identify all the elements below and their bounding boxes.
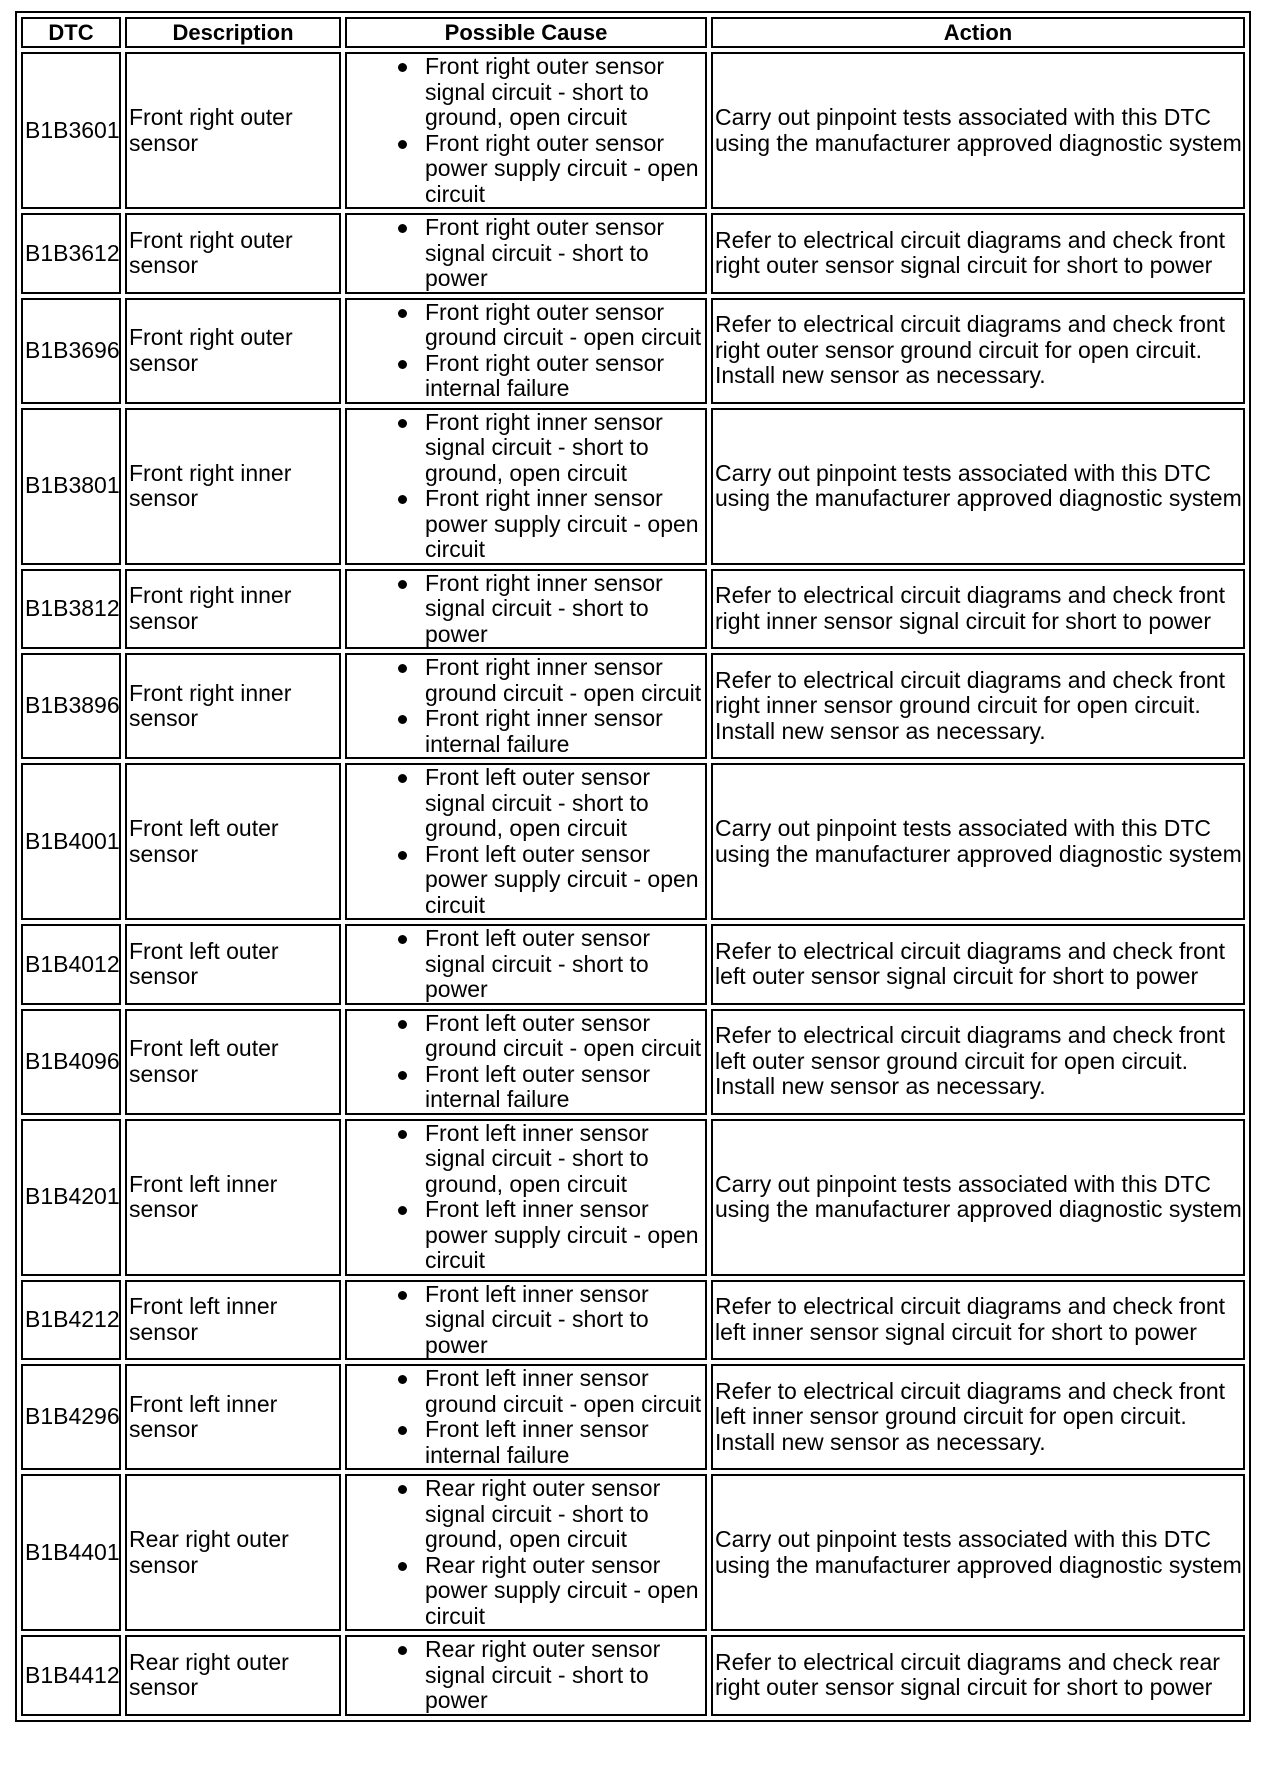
- header-dtc: DTC: [21, 17, 121, 48]
- table-header: [21, 17, 1245, 48]
- possible-cause-list: [349, 215, 705, 292]
- possible-cause-item: Front right inner sensor signal circuit - short to ground, open circuit: [349, 410, 705, 487]
- dtc-description: Front right inner sensor: [125, 569, 341, 650]
- possible-cause-item: Front right outer sensor power supply circuit - open circuit: [349, 131, 705, 208]
- possible-cause-cell: [345, 52, 707, 209]
- dtc-description: Rear right outer sensor: [125, 1474, 341, 1631]
- dtc-code: B1B3601: [21, 52, 121, 209]
- dtc-description: Front right inner sensor: [125, 408, 341, 565]
- table-row: [21, 569, 1245, 650]
- dtc-code: B1B4096: [21, 1009, 121, 1115]
- possible-cause-item: Front left outer sensor internal failure: [349, 1062, 705, 1113]
- dtc-table: [15, 11, 1251, 1722]
- table-body: [21, 52, 1245, 1716]
- possible-cause-list: [349, 765, 705, 918]
- dtc-code: B1B4012: [21, 924, 121, 1005]
- dtc-description: Front left inner sensor: [125, 1280, 341, 1361]
- table-row: [21, 763, 1245, 920]
- possible-cause-list: [349, 1366, 705, 1468]
- possible-cause-item: Front right inner sensor power supply circuit - open circuit: [349, 486, 705, 563]
- dtc-code: B1B3812: [21, 569, 121, 650]
- possible-cause-list: [349, 410, 705, 563]
- possible-cause-cell: [345, 1119, 707, 1276]
- dtc-description: Rear right outer sensor: [125, 1635, 341, 1716]
- table-row: [21, 213, 1245, 294]
- possible-cause-list: [349, 1121, 705, 1274]
- dtc-description: Front left outer sensor: [125, 924, 341, 1005]
- dtc-action: Carry out pinpoint tests associated with this DTC using the manufacturer approved diagnostic system: [711, 52, 1245, 209]
- header-possible-cause: Possible Cause: [345, 17, 707, 48]
- table-row: [21, 1119, 1245, 1276]
- dtc-code: B1B3696: [21, 298, 121, 404]
- dtc-description: Front right outer sensor: [125, 213, 341, 294]
- possible-cause-cell: [345, 763, 707, 920]
- possible-cause-item: Front right inner sensor signal circuit - short to power: [349, 571, 705, 648]
- dtc-code: B1B4401: [21, 1474, 121, 1631]
- dtc-description: Front left outer sensor: [125, 763, 341, 920]
- possible-cause-cell: [345, 569, 707, 650]
- possible-cause-item: Front left inner sensor internal failure: [349, 1417, 705, 1468]
- table-row: [21, 52, 1245, 209]
- dtc-action: Carry out pinpoint tests associated with this DTC using the manufacturer approved diagnostic system: [711, 763, 1245, 920]
- possible-cause-list: [349, 1011, 705, 1113]
- dtc-code: B1B4412: [21, 1635, 121, 1716]
- dtc-action: Refer to electrical circuit diagrams and check front right outer sensor signal circuit for short to power: [711, 213, 1245, 294]
- dtc-description: Front right outer sensor: [125, 298, 341, 404]
- possible-cause-item: Front right inner sensor ground circuit - open circuit: [349, 655, 705, 706]
- possible-cause-cell: [345, 298, 707, 404]
- dtc-action: Carry out pinpoint tests associated with this DTC using the manufacturer approved diagnostic system: [711, 1474, 1245, 1631]
- header-action: Action: [711, 17, 1245, 48]
- table-row: [21, 1364, 1245, 1470]
- possible-cause-list: [349, 54, 705, 207]
- dtc-description: Front right outer sensor: [125, 52, 341, 209]
- possible-cause-item: Rear right outer sensor signal circuit - short to power: [349, 1637, 705, 1714]
- possible-cause-item: Front left outer sensor ground circuit - open circuit: [349, 1011, 705, 1062]
- possible-cause-cell: [345, 213, 707, 294]
- possible-cause-list: [349, 571, 705, 648]
- dtc-code: B1B4296: [21, 1364, 121, 1470]
- possible-cause-cell: [345, 1474, 707, 1631]
- possible-cause-item: Front right outer sensor signal circuit - short to power: [349, 215, 705, 292]
- possible-cause-list: [349, 300, 705, 402]
- dtc-action: Refer to electrical circuit diagrams and check front left outer sensor ground circuit for open circuit. Install new sensor as necessary.: [711, 1009, 1245, 1115]
- table-row: [21, 408, 1245, 565]
- possible-cause-item: Front left inner sensor signal circuit - short to power: [349, 1282, 705, 1359]
- possible-cause-item: Rear right outer sensor power supply circuit - open circuit: [349, 1553, 705, 1630]
- possible-cause-item: Rear right outer sensor signal circuit - short to ground, open circuit: [349, 1476, 705, 1553]
- dtc-description: Front right inner sensor: [125, 653, 341, 759]
- dtc-description: Front left inner sensor: [125, 1119, 341, 1276]
- possible-cause-cell: [345, 1280, 707, 1361]
- possible-cause-cell: [345, 653, 707, 759]
- dtc-action: Refer to electrical circuit diagrams and check front left inner sensor signal circuit for short to power: [711, 1280, 1245, 1361]
- header-description: Description: [125, 17, 341, 48]
- dtc-action: Refer to electrical circuit diagrams and check front right outer sensor ground circuit for open circuit. Install new sensor as necessary.: [711, 298, 1245, 404]
- table-row: [21, 1474, 1245, 1631]
- table-row: [21, 1009, 1245, 1115]
- table-row: [21, 1635, 1245, 1716]
- dtc-description: Front left inner sensor: [125, 1364, 341, 1470]
- possible-cause-item: Front right outer sensor internal failure: [349, 351, 705, 402]
- possible-cause-list: [349, 926, 705, 1003]
- possible-cause-item: Front right inner sensor internal failure: [349, 706, 705, 757]
- possible-cause-cell: [345, 408, 707, 565]
- possible-cause-item: Front left inner sensor power supply circuit - open circuit: [349, 1197, 705, 1274]
- dtc-action: Carry out pinpoint tests associated with this DTC using the manufacturer approved diagnostic system: [711, 1119, 1245, 1276]
- dtc-code: B1B3612: [21, 213, 121, 294]
- possible-cause-item: Front left outer sensor power supply circuit - open circuit: [349, 842, 705, 919]
- table-row: [21, 924, 1245, 1005]
- possible-cause-cell: [345, 1364, 707, 1470]
- dtc-action: Refer to electrical circuit diagrams and check front right inner sensor ground circuit for open circuit. Install new sensor as necessary.: [711, 653, 1245, 759]
- dtc-action: Refer to electrical circuit diagrams and check front left inner sensor ground circuit for open circuit. Install new sensor as necessary.: [711, 1364, 1245, 1470]
- possible-cause-cell: [345, 924, 707, 1005]
- possible-cause-list: [349, 1637, 705, 1714]
- possible-cause-cell: [345, 1635, 707, 1716]
- table-row: [21, 653, 1245, 759]
- dtc-code: B1B3801: [21, 408, 121, 565]
- possible-cause-item: Front left inner sensor signal circuit - short to ground, open circuit: [349, 1121, 705, 1198]
- possible-cause-item: Front right outer sensor ground circuit - open circuit: [349, 300, 705, 351]
- possible-cause-list: [349, 655, 705, 757]
- possible-cause-list: [349, 1282, 705, 1359]
- dtc-action: Carry out pinpoint tests associated with this DTC using the manufacturer approved diagnostic system: [711, 408, 1245, 565]
- dtc-action: Refer to electrical circuit diagrams and check rear right outer sensor signal circuit for short to power: [711, 1635, 1245, 1716]
- dtc-code: B1B4001: [21, 763, 121, 920]
- possible-cause-list: [349, 1476, 705, 1629]
- possible-cause-item: Front left inner sensor ground circuit - open circuit: [349, 1366, 705, 1417]
- dtc-description: Front left outer sensor: [125, 1009, 341, 1115]
- possible-cause-item: Front right outer sensor signal circuit - short to ground, open circuit: [349, 54, 705, 131]
- header-row: [21, 17, 1245, 48]
- possible-cause-cell: [345, 1009, 707, 1115]
- dtc-code: B1B4201: [21, 1119, 121, 1276]
- dtc-code: B1B3896: [21, 653, 121, 759]
- dtc-action: Refer to electrical circuit diagrams and check front right inner sensor signal circuit for short to power: [711, 569, 1245, 650]
- table-row: [21, 298, 1245, 404]
- dtc-action: Refer to electrical circuit diagrams and check front left outer sensor signal circuit for short to power: [711, 924, 1245, 1005]
- possible-cause-item: Front left outer sensor signal circuit - short to power: [349, 926, 705, 1003]
- dtc-code: B1B4212: [21, 1280, 121, 1361]
- table-row: [21, 1280, 1245, 1361]
- possible-cause-item: Front left outer sensor signal circuit - short to ground, open circuit: [349, 765, 705, 842]
